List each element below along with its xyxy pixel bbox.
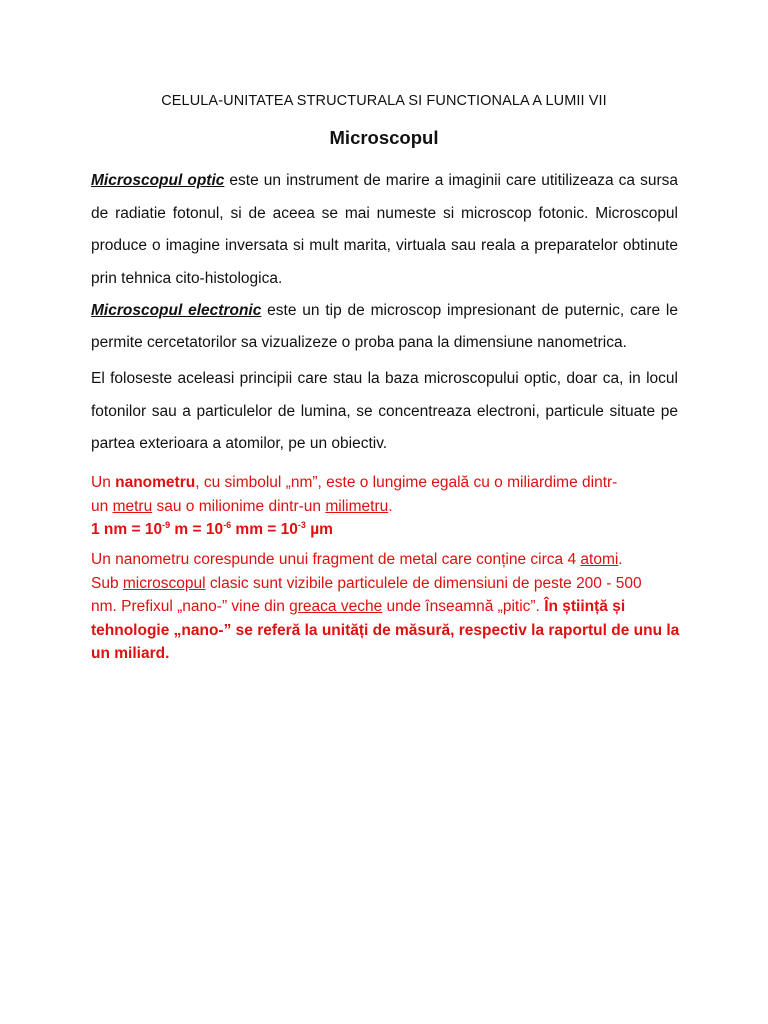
paragraph-electrons: El foloseste aceleasi principii care stau la baza microscopului optic, doar ca, in locul fotonilor sau a particulelor de lumina, se concentreaza electroni, particule situate pe partea exterioara a atomilor, pe un obiectiv. [91, 370, 678, 452]
paragraph-optic-text: este un instrument de marire a imaginii care utitilizeaza ca sursa de radiatie fotonul, si de aceea se mai numeste si microscop fotonic. Microscopul produce o imagine inversata si mult marita, virtuala sau reala a preparatelor obtinute prin tehnica cito-histologica. [91, 172, 679, 287]
details-line-1 [91, 548, 691, 572]
nanometer-details [91, 548, 691, 666]
document-title: Microscopul [329, 127, 439, 148]
text: sau o milionime dintr-un [152, 497, 326, 515]
document-heading: CELULA-UNITATEA STRUCTURALA SI FUNCTIONALA A LUMII VII [161, 93, 607, 109]
metru-link[interactable]: metru [112, 497, 153, 515]
details-line-4: tehnologie „nano-” se referă la unități de măsură, respectiv la raportul de unu la [91, 621, 680, 639]
nanometer-line-2 [91, 495, 691, 519]
term-electronic: Microscopul electronic [91, 302, 262, 319]
atomi-link[interactable]: atomi [580, 551, 619, 568]
unit-formula [91, 518, 691, 542]
text: clasic sunt vizibile particulele de dimensiuni de peste 200 - 500 [205, 574, 642, 592]
text: Un nanometru corespunde unui fragment de metal care conține circa 4 [91, 551, 581, 568]
nanometer-definition [91, 471, 691, 518]
paragraph-optic [91, 165, 678, 295]
text: Un [91, 474, 116, 491]
details-line-2 [91, 572, 691, 596]
text: nm. Prefixul „nano-” vine din [91, 598, 290, 615]
formula-part: µm [305, 521, 333, 538]
formula-part: m = 10 [170, 521, 224, 538]
text: Sub [91, 574, 123, 592]
milimetru-link[interactable]: milimetru [325, 497, 389, 515]
formula-part: mm = 10 [231, 521, 298, 538]
nanometru-term: nanometru [115, 474, 196, 491]
text: unde înseamnă „pitic”. [382, 598, 545, 615]
paragraph-electronic-text: este un tip de microscop impresionant de puternic, care le permite cercetatorilor sa vizualizeze o proba pana la dimensiune nanometrica. [91, 302, 678, 351]
text: . [618, 551, 623, 568]
exponent: -9 [162, 520, 171, 530]
details-line-5: un miliard. [91, 645, 170, 662]
term-optic: Microscopul optic [91, 172, 225, 189]
nanometer-line-1 [91, 471, 691, 495]
text: . [388, 497, 393, 515]
formula-part: 1 nm = 10 [91, 521, 163, 538]
microscopul-link[interactable]: microscopul [122, 574, 206, 592]
paragraph-electronic [91, 295, 678, 358]
text: , cu simbolul „nm”, este o lungime egală cu o miliardime dintr- [195, 474, 618, 491]
text: un [91, 497, 113, 515]
text: În știință și [544, 598, 626, 615]
exponent: -3 [297, 520, 306, 530]
exponent: -6 [223, 520, 232, 530]
details-line-3 [91, 595, 691, 619]
greaca-veche-link[interactable]: greaca veche [289, 598, 383, 615]
